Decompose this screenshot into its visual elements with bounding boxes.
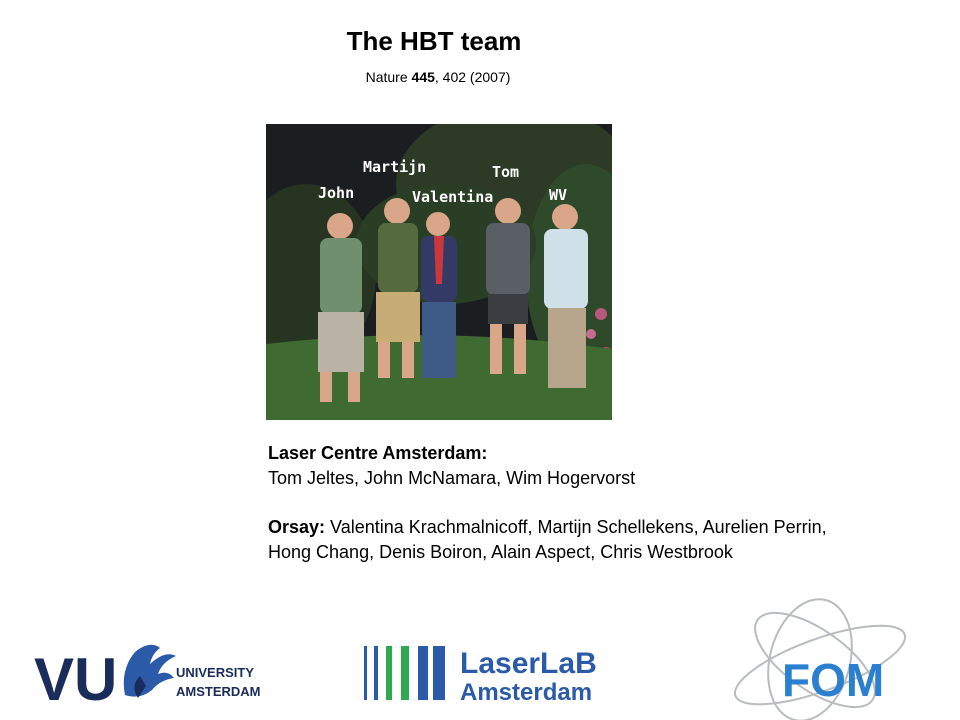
orsay-names: Valentina Krachmalnicoff, Martijn Schellekens, Aurelien Perrin, Hong Chang, Denis Boiron, Alain Aspect, Chris Westbrook bbox=[268, 517, 827, 562]
slide-title: The HBT team bbox=[346, 26, 522, 56]
laserlab-amsterdam-text: Amsterdam bbox=[460, 679, 593, 706]
orsay-heading: Orsay: bbox=[268, 517, 326, 537]
fom-text: FOM bbox=[782, 654, 885, 706]
lca-names: Tom Jeltes, John McNamara, Wim Hogervorst bbox=[268, 468, 636, 488]
citation-journal: Nature bbox=[365, 69, 412, 85]
laserlab-logo bbox=[364, 646, 597, 706]
citation-volume: 445 bbox=[411, 69, 435, 85]
team-photo bbox=[266, 124, 612, 420]
griffin-icon bbox=[124, 645, 176, 698]
label-john: John bbox=[318, 184, 355, 202]
vu-amsterdam-text: AMSTERDAM bbox=[176, 684, 261, 699]
fom-logo bbox=[727, 590, 914, 720]
label-valentina: Valentina bbox=[412, 188, 494, 206]
credits bbox=[268, 441, 828, 565]
logo-bar bbox=[0, 590, 960, 720]
citation bbox=[0, 69, 876, 85]
laserlab-text: LaserLaB bbox=[460, 647, 597, 680]
vu-logo bbox=[34, 645, 261, 713]
vu-university-text: UNIVERSITY bbox=[176, 665, 255, 680]
label-martijn: Martijn bbox=[363, 158, 427, 176]
lca-heading: Laser Centre Amsterdam: bbox=[268, 443, 488, 463]
logos-svg bbox=[0, 590, 960, 720]
citation-pages-year: , 402 (2007) bbox=[434, 69, 511, 85]
label-wv: WV bbox=[549, 186, 568, 204]
team-photo-illustration bbox=[266, 124, 612, 420]
vu-mark: VU bbox=[34, 646, 118, 713]
label-tom: Tom bbox=[492, 163, 520, 181]
